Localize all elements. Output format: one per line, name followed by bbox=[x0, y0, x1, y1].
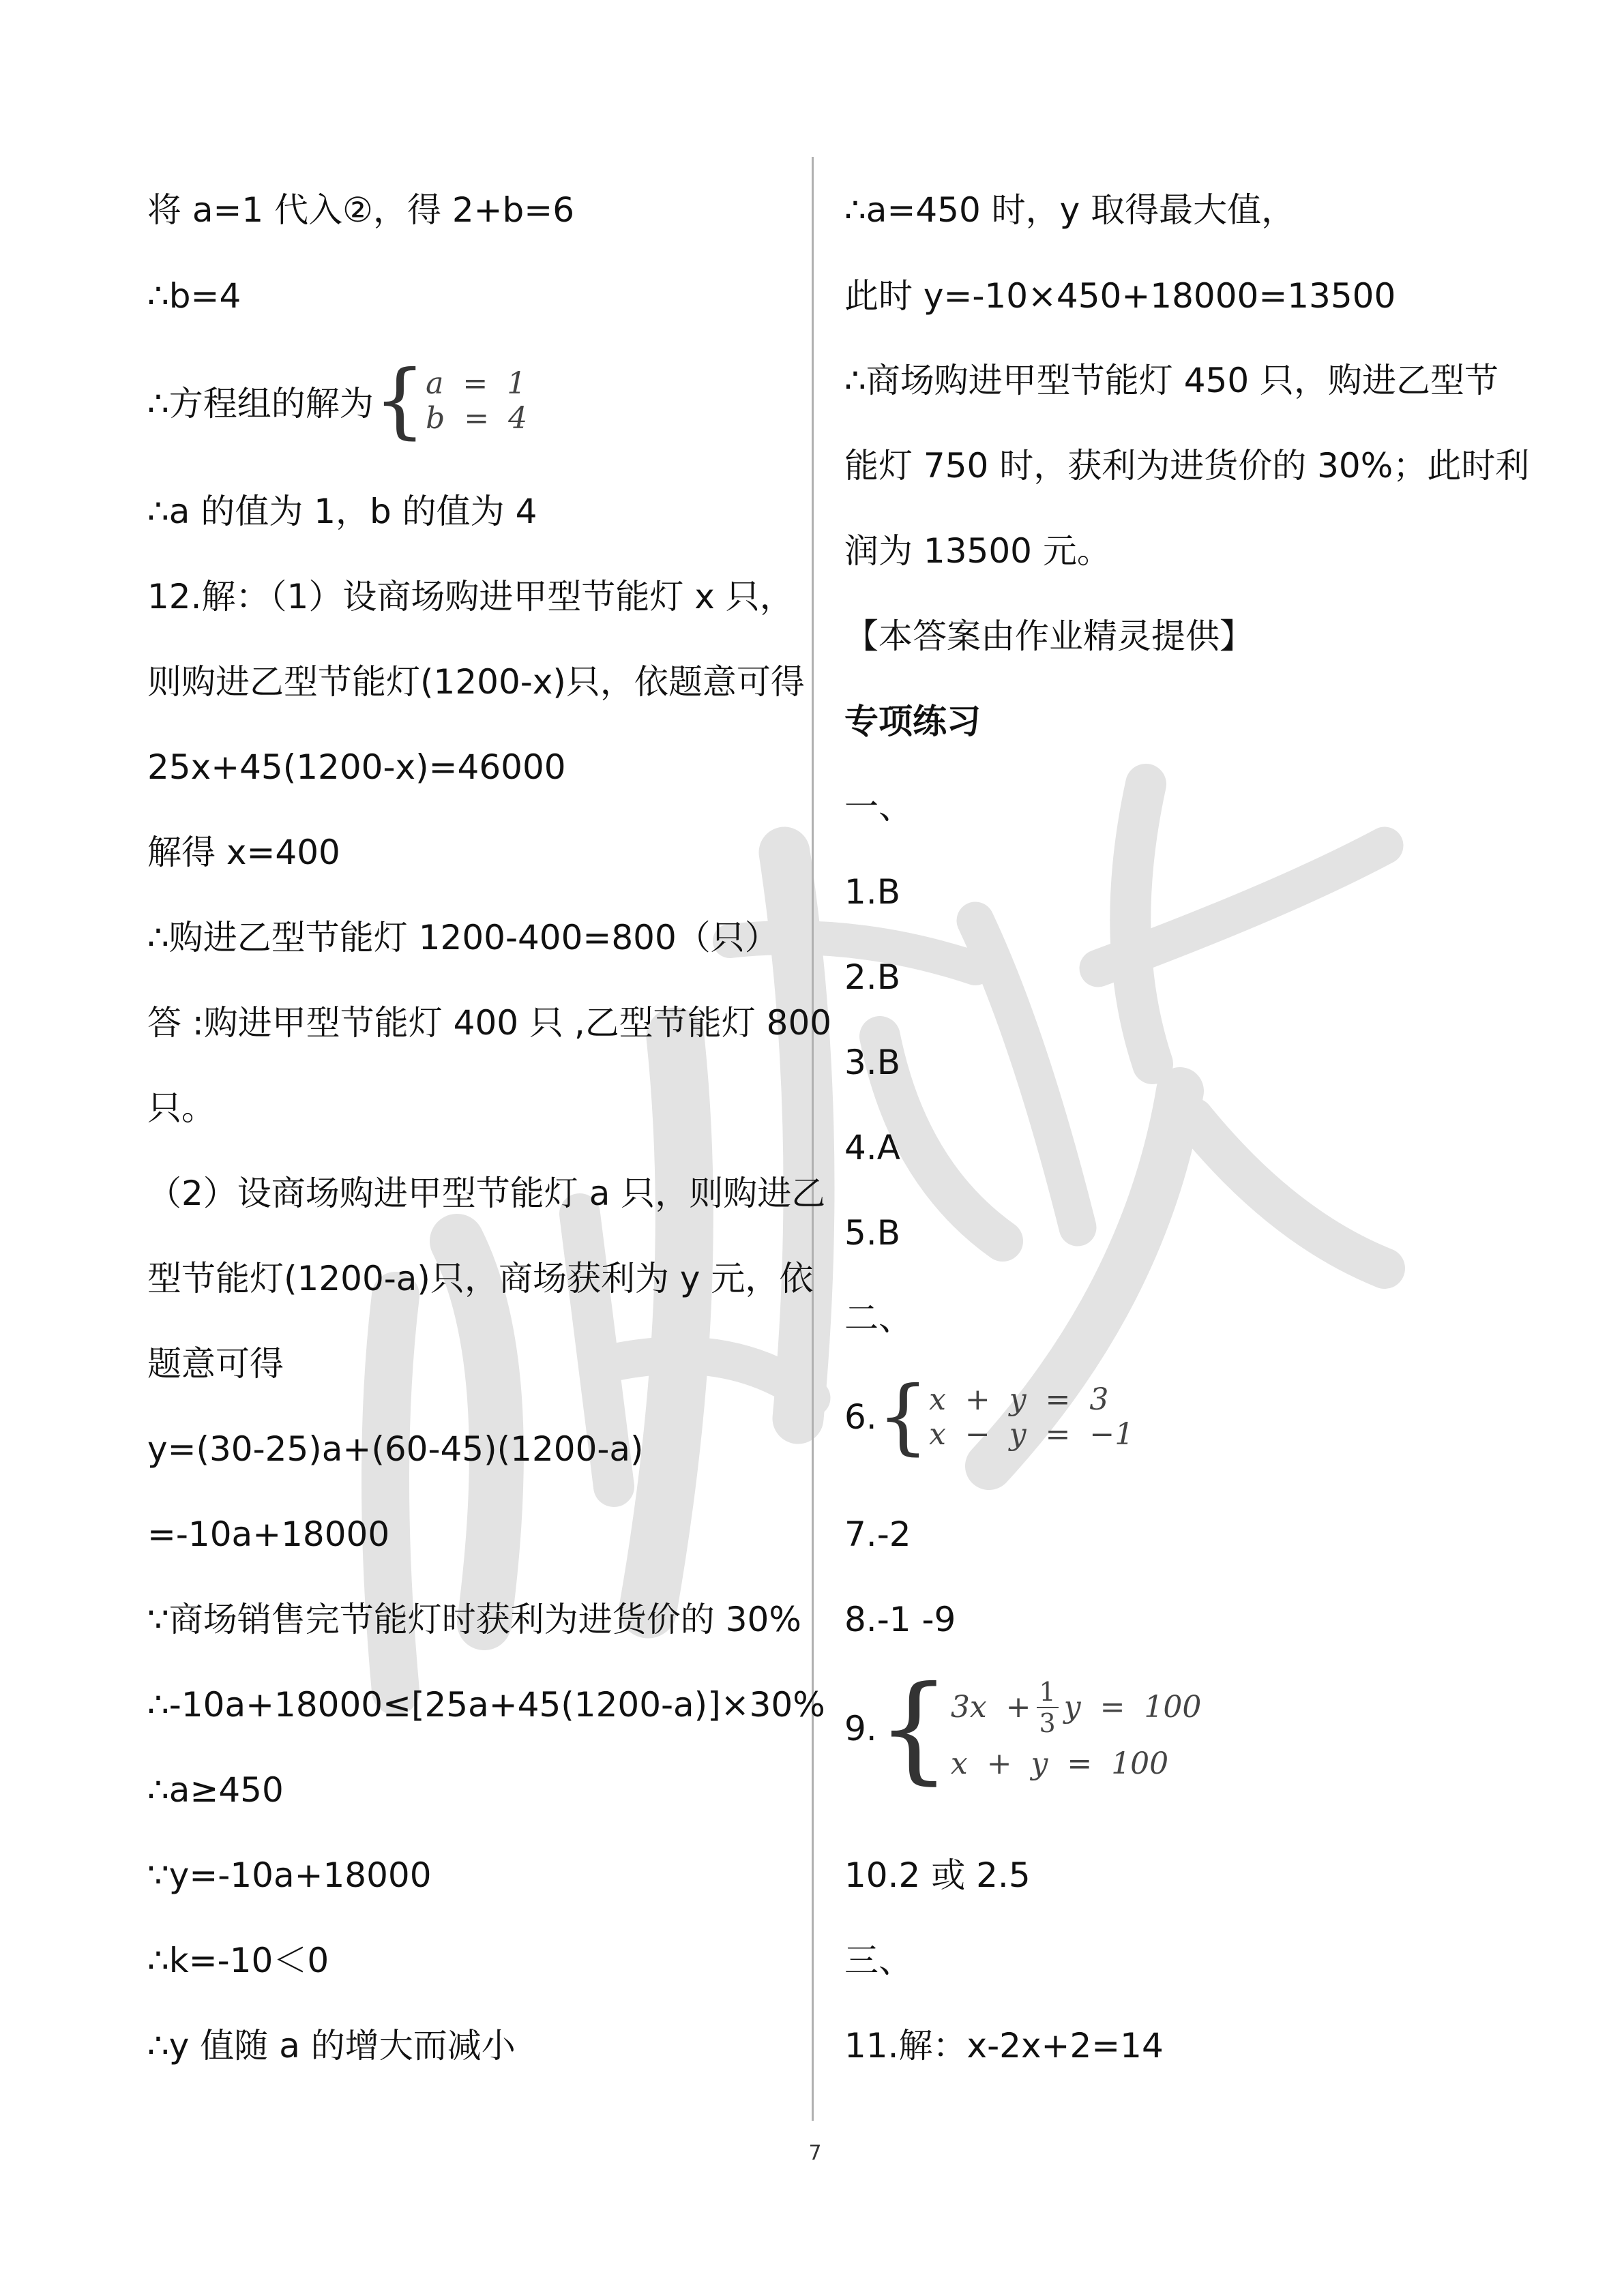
text-line: 将 a=1 代入②，得 2+b=6 bbox=[147, 190, 575, 230]
answer-item: 7.-2 bbox=[844, 1515, 911, 1554]
text-line: 25x+45(1200-x)=46000 bbox=[147, 747, 566, 787]
equation-part: 3x + bbox=[950, 1690, 1031, 1725]
section-number: 一、 bbox=[844, 787, 913, 826]
text-line: 则购进乙型节能灯(1200-x)只，依题意可得 bbox=[147, 662, 805, 702]
text-line: 能灯 750 时，获利为进货价的 30%；此时利 bbox=[844, 446, 1530, 486]
text-line: =-10a+18000 bbox=[147, 1515, 390, 1554]
text-line: 型节能灯(1200-a)只，商场获利为 y 元，依 bbox=[147, 1259, 814, 1298]
section-number: 三、 bbox=[844, 1941, 913, 1980]
brace-icon: { bbox=[876, 1661, 951, 1796]
text-line: 只。 bbox=[147, 1088, 216, 1128]
answer-item: 4.A bbox=[844, 1128, 900, 1167]
equation-line: b = 4 bbox=[426, 401, 528, 436]
text-line: ∵商场销售完节能灯时获利为进货价的 30% bbox=[147, 1600, 801, 1639]
equation-line: x + y = 3 bbox=[929, 1382, 1109, 1417]
equation-part: y = 100 bbox=[1063, 1690, 1202, 1725]
answer-item: 2.B bbox=[844, 957, 901, 997]
text-line: 12.解：（1）设商场购进甲型节能灯 x 只， bbox=[147, 577, 794, 616]
equation-system-9 bbox=[844, 1661, 1202, 1796]
text-line: ∵y=-10a+18000 bbox=[147, 1855, 432, 1895]
page-number: 7 bbox=[808, 2141, 822, 2165]
section-number: 二、 bbox=[844, 1298, 913, 1338]
brace-icon: { bbox=[373, 353, 426, 448]
equation-line: x − y = −1 bbox=[929, 1417, 1134, 1452]
text-line: 解得 x=400 bbox=[147, 833, 340, 872]
answer-item: 1.B bbox=[844, 872, 901, 912]
system-equations bbox=[951, 1677, 1202, 1781]
equation-system-ab bbox=[147, 353, 528, 448]
equation-system-6 bbox=[844, 1369, 1134, 1464]
text-line: （2）设商场购进甲型节能灯 a 只，则购进乙 bbox=[147, 1174, 826, 1213]
text-line: ∴y 值随 a 的增大而减小 bbox=[147, 2026, 516, 2066]
answer-item: 8.-1 -9 bbox=[844, 1600, 956, 1639]
system-label: 9. bbox=[844, 1709, 877, 1748]
system-equations bbox=[929, 1382, 1134, 1452]
section-heading: 专项练习 bbox=[844, 702, 981, 741]
column-divider bbox=[812, 157, 814, 2121]
text-line: 答 :购进甲型节能灯 400 只 ,乙型节能灯 800 bbox=[147, 1003, 832, 1043]
brace-icon: { bbox=[876, 1369, 930, 1464]
text-line: 润为 13500 元。 bbox=[844, 531, 1111, 571]
attribution-note: 【本答案由作业精灵提供】 bbox=[844, 616, 1254, 656]
equation-line: x + y = 100 bbox=[950, 1746, 1169, 1781]
text-line: ∴k=-10＜0 bbox=[147, 1941, 329, 1980]
text-line: 题意可得 bbox=[147, 1344, 284, 1384]
text-line: 11.解：x-2x+2=14 bbox=[844, 2026, 1164, 2066]
fraction-denominator: 3 bbox=[1039, 1708, 1056, 1738]
equation-line bbox=[951, 1677, 1202, 1738]
system-label: 6. bbox=[844, 1397, 877, 1437]
text-line: ∴购进乙型节能灯 1200-400=800（只） bbox=[147, 918, 779, 957]
text-line: ∴b=4 bbox=[147, 276, 241, 316]
text-line: ∴-10a+18000≤[25a+45(1200-a)]×30% bbox=[147, 1685, 825, 1725]
answer-item: 5.B bbox=[844, 1213, 901, 1253]
equation-line: a = 1 bbox=[426, 366, 527, 401]
text-line: ∴商场购进甲型节能灯 450 只，购进乙型节 bbox=[844, 361, 1499, 400]
text-line: ∴a 的值为 1，b 的值为 4 bbox=[147, 492, 537, 531]
fraction-numerator: 1 bbox=[1037, 1677, 1059, 1708]
answer-item: 3.B bbox=[844, 1043, 901, 1082]
answer-item: 10.2 或 2.5 bbox=[844, 1855, 1031, 1895]
system-label: ∴方程组的解为 bbox=[147, 384, 374, 423]
system-equations bbox=[426, 366, 527, 436]
text-line: ∴a=450 时，y 取得最大值， bbox=[844, 190, 1296, 230]
text-line: 此时 y=-10×450+18000=13500 bbox=[844, 276, 1396, 316]
text-line: y=(30-25)a+(60-45)(1200-a) bbox=[147, 1429, 644, 1469]
text-line: ∴a≥450 bbox=[147, 1770, 284, 1810]
fraction bbox=[1037, 1677, 1059, 1738]
